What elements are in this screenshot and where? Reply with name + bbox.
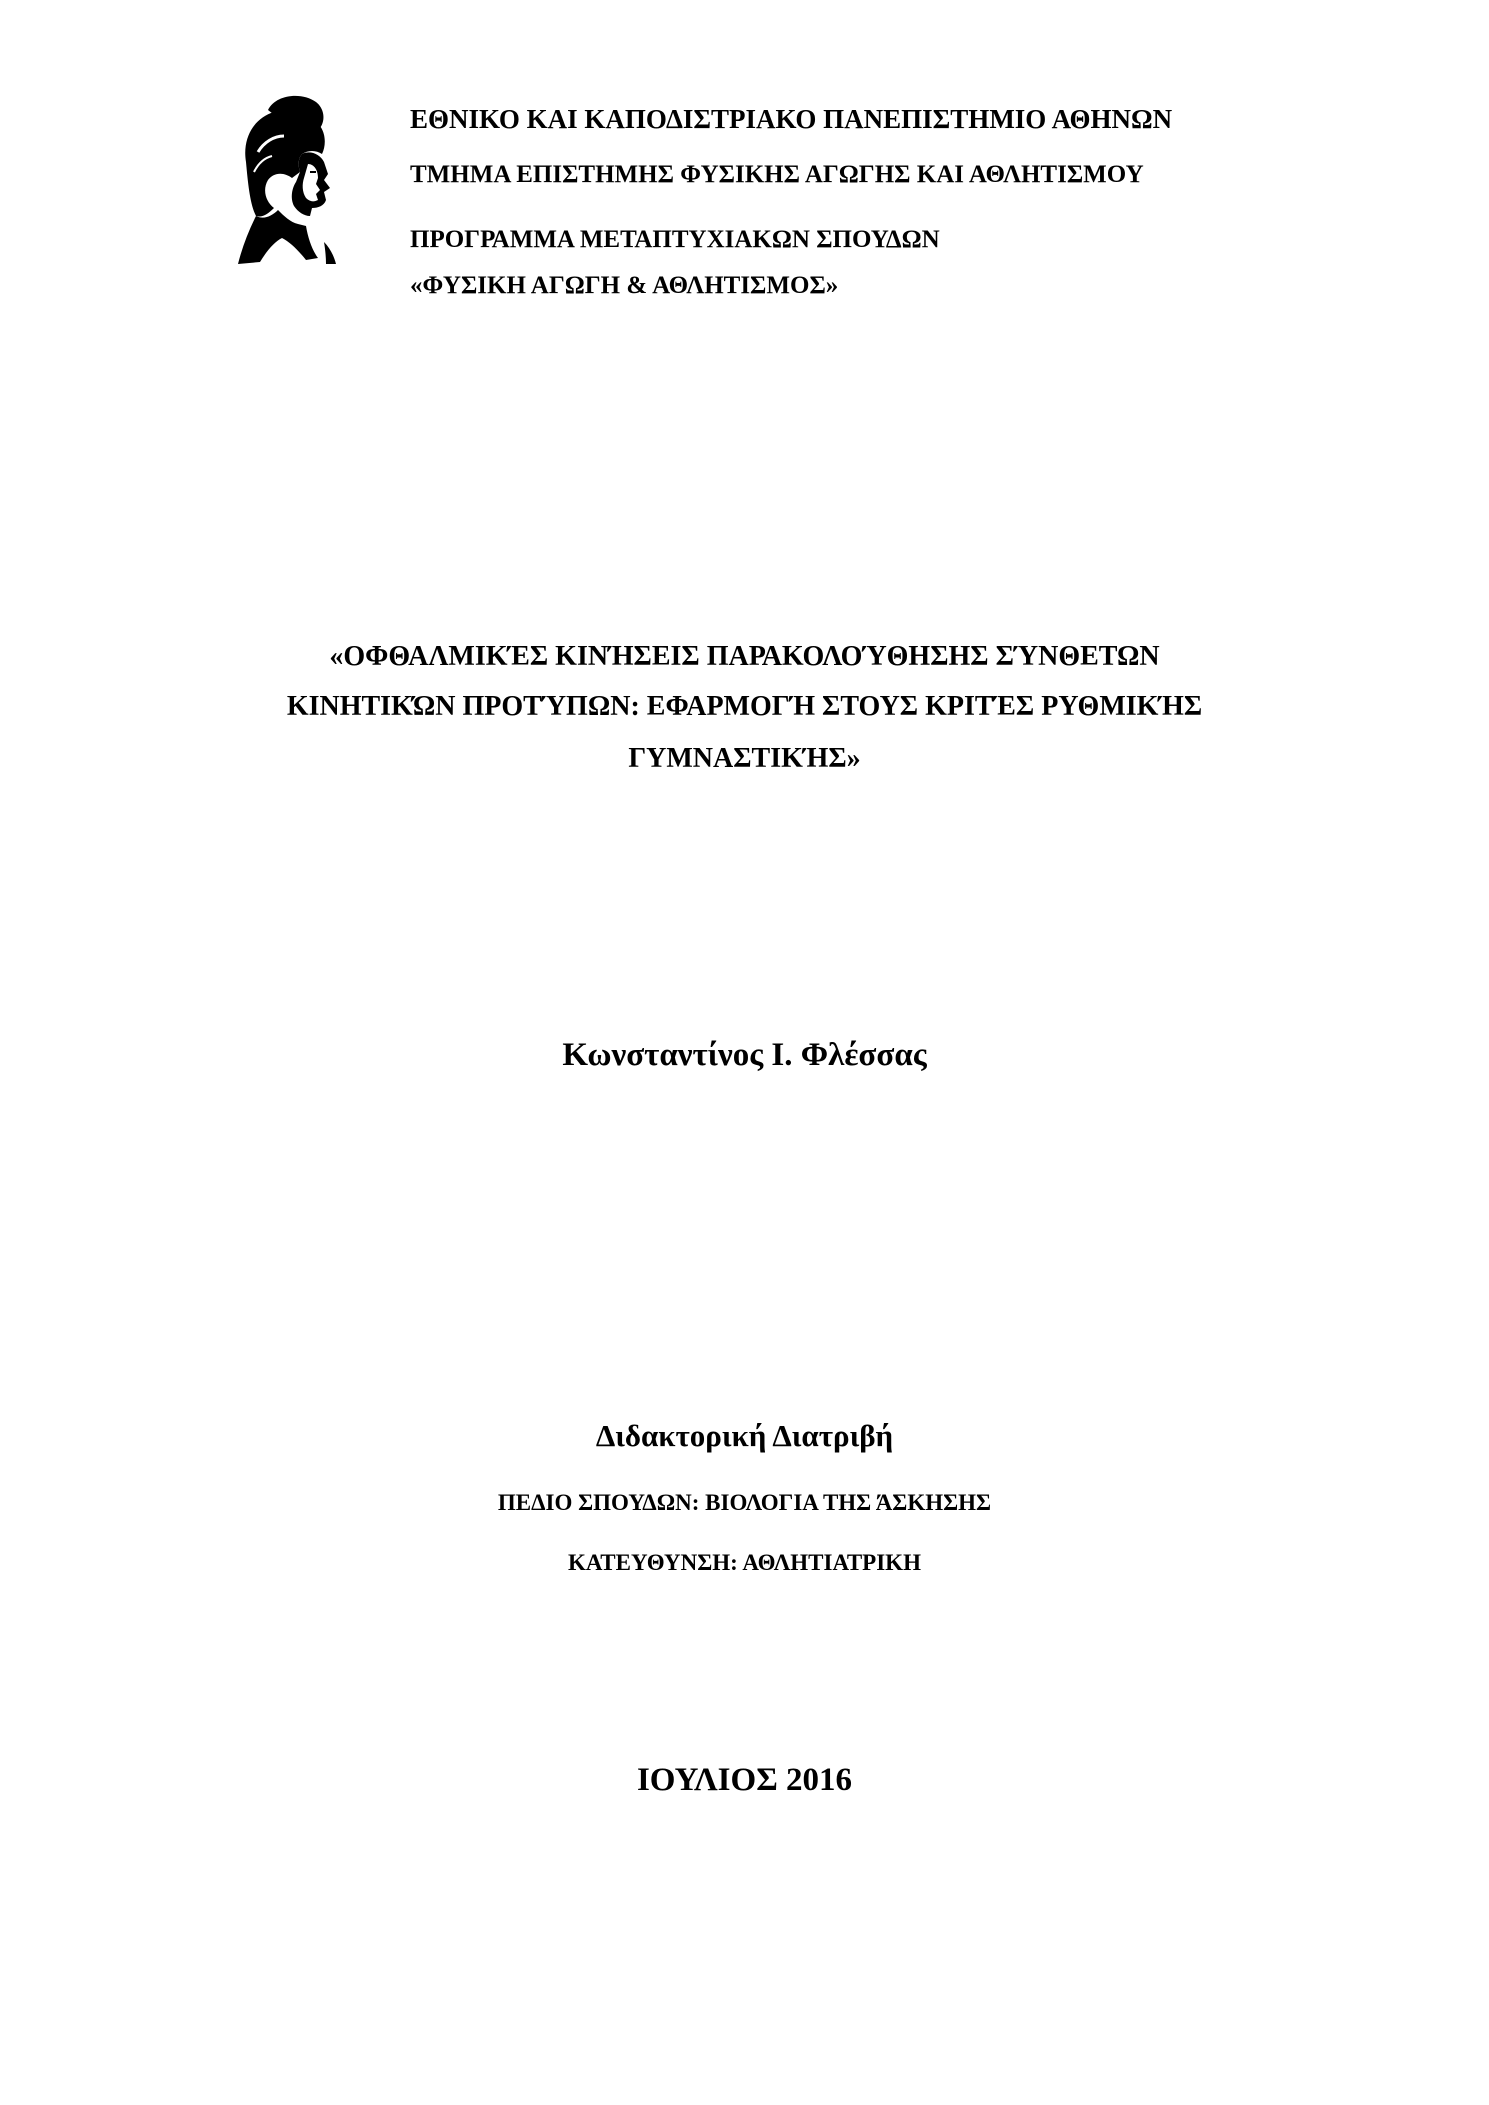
thesis-title-line-3: ΓΥΜΝΑΣΤΙΚΉΣ» (628, 743, 861, 774)
program-label: ΠΡΟΓΡΑΜΜΑ ΜΕΤΑΠΤΥΧΙΑΚΩΝ ΣΠΟΥΔΩΝ (410, 226, 940, 253)
university-name: ΕΘΝΙΚΟ ΚΑΙ ΚΑΠΟΔΙΣΤΡΙΑΚΟ ΠΑΝΕΠΙΣΤΗΜΙΟ ΑΘΗΝΩΝ (410, 104, 1173, 134)
thesis-title-line-1: «ΟΦΘΑΛΜΙΚΈΣ ΚΙΝΉΣΕΙΣ ΠΑΡΑΚΟΛΟΎΘΗΣΗΣ ΣΎΝΘΕΤΩΝ (329, 641, 1160, 672)
author-name: Κωνσταντίνος Ι. Φλέσσας (562, 1037, 927, 1073)
specialization: ΚΑΤΕΥΘΥΝΣΗ: ΑΘΛΗΤΙΑΤΡΙΚΗ (568, 1550, 921, 1575)
thesis-type: Διδακτορική Διατριβή (595, 1418, 894, 1453)
department-name: ΤΜΗΜΑ ΕΠΙΣΤΗΜΗΣ ΦΥΣΙΚΗΣ ΑΓΩΓΗΣ ΚΑΙ ΑΘΛΗΤΙΣΜΟΥ (410, 161, 1144, 188)
publication-date: ΙΟΥΛΙΟΣ 2016 (636, 1762, 853, 1798)
athena-head-logo-icon (228, 92, 348, 268)
field-of-study: ΠΕΔΙΟ ΣΠΟΥΔΩΝ: ΒΙΟΛΟΓΙΑ ΤΗΣ ΆΣΚΗΣΗΣ (497, 1490, 992, 1515)
program-name: «ΦΥΣΙΚΗ ΑΓΩΓΗ & ΑΘΛΗΤΙΣΜΟΣ» (410, 272, 839, 299)
thesis-title-line-2: ΚΙΝΗΤΙΚΏΝ ΠΡΟΤΎΠΩΝ: ΕΦΑΡΜΟΓΉ ΣΤΟΥΣ ΚΡΙΤΈΣ ΡΥΘΜΙΚΉΣ (286, 691, 1203, 722)
